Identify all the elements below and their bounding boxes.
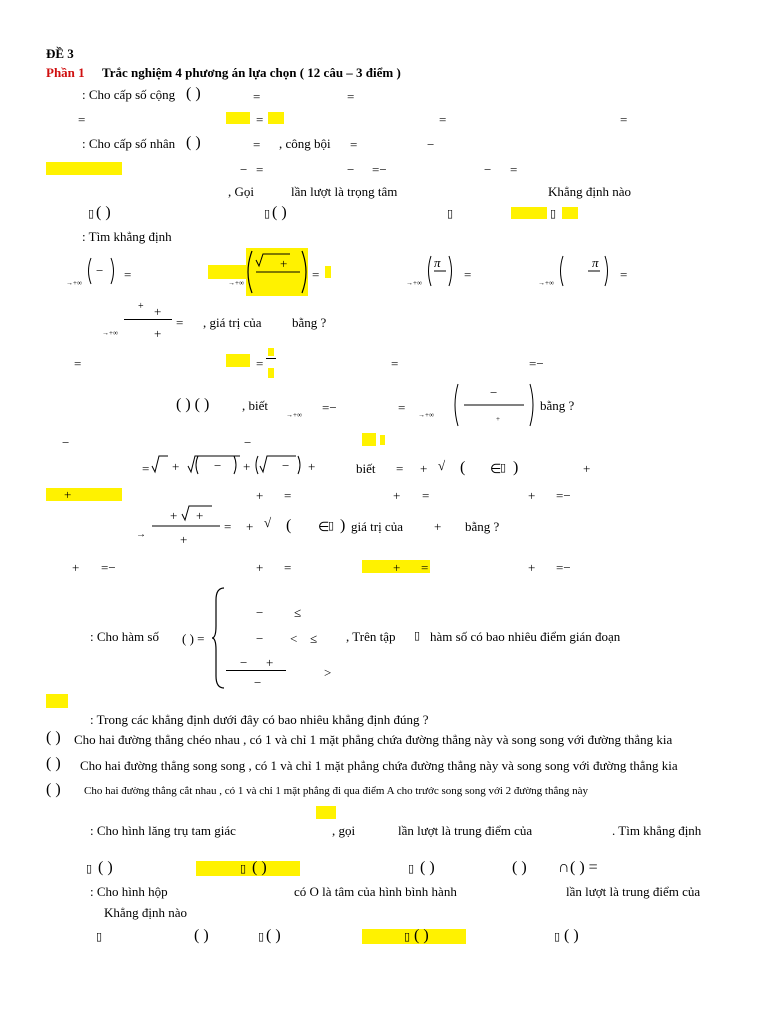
q12-optB-2: ( ): [266, 927, 281, 944]
q9-case3-gt: >: [324, 665, 332, 680]
q12-text1: : Cho hình hộp: [90, 884, 168, 899]
q11-optD-cap: ∩: [558, 859, 570, 876]
q6-lim-b: →+∞: [418, 411, 434, 419]
q8-paren-open: (: [286, 517, 292, 534]
q4-lim-c: →+∞: [406, 279, 422, 287]
q5-text1: , giá trị của: [203, 315, 262, 330]
q9-text3: hàm số có bao nhiêu điểm gián đoạn: [430, 629, 621, 644]
answer-highlight: [46, 694, 68, 708]
q3-text1: , Gọi: [228, 184, 254, 199]
q9-case3-minus2: −: [254, 675, 262, 690]
answer-highlight: [226, 354, 250, 367]
q11-optB: ( ): [252, 859, 267, 876]
q11-text2: , gọi: [332, 823, 356, 838]
q4-lim-d: →+∞: [538, 279, 554, 287]
q9-text2: , Trên tập: [346, 629, 396, 644]
q8-set-symbol: ▯: [328, 519, 335, 532]
q4-plus: +: [280, 256, 288, 271]
q11-text1: : Cho hình lăng trụ tam giác: [90, 823, 236, 838]
q10-statement-2: Cho hai đường thẳng song song , có 1 và chỉ 1 mặt phẳng chứa đường thẳng này và song song với đường thẳng kia: [80, 758, 678, 773]
answer-highlight: [380, 435, 385, 445]
q7-set-symbol: ▯: [500, 461, 507, 474]
q12-optB-1: ( ): [194, 927, 209, 944]
q7-optA-plus: +: [64, 487, 72, 502]
exam-title: ĐỀ 3: [46, 46, 74, 61]
q6-text2: bằng ?: [540, 398, 575, 413]
q1-optA: =: [78, 112, 86, 127]
q12-optB-symbol: ▯: [258, 930, 265, 943]
q3-text3: Khẳng định nào: [548, 184, 632, 199]
q9-set-symbol: ▯: [414, 629, 421, 642]
q11-optD-2: ( ) =: [570, 859, 598, 876]
q8-optB-2: =: [284, 560, 292, 575]
answer-highlight: [268, 348, 274, 356]
answer-highlight: [362, 433, 376, 446]
svg-text:+: +: [196, 508, 204, 523]
q9-case3-minus: −: [240, 655, 248, 670]
q1-eq1: =: [253, 89, 261, 104]
q12-optA-symbol: ▯: [96, 930, 103, 943]
svg-text:+: +: [172, 459, 180, 474]
answer-highlight: [268, 368, 274, 378]
q12-optD-symbol: ▯: [554, 930, 561, 943]
q3-optC-symbol: ▯: [447, 207, 454, 220]
q4-lim-b: →+∞: [228, 279, 244, 287]
q2-optC-1: −: [347, 162, 355, 177]
answer-highlight: [208, 265, 246, 279]
q12-optC-symbol: ▯: [404, 930, 411, 943]
q12-optC: ( ): [414, 927, 429, 944]
q8-optD-2: =−: [556, 560, 571, 575]
q1-optD: =: [620, 112, 628, 127]
q2-ratio-text: , công bội: [279, 136, 331, 151]
q3-text2: lần lượt là trọng tâm: [291, 184, 398, 199]
q8-optC-1: +: [393, 560, 401, 575]
q7-sqrt: √: [438, 458, 446, 473]
svg-text:+: +: [170, 508, 178, 523]
answer-highlight: [226, 112, 250, 124]
q9-text1: : Cho hàm số: [90, 629, 159, 644]
q6-parens: ( ) ( ): [176, 396, 210, 413]
q12-text4: Khẳng định nào: [104, 905, 188, 920]
svg-text:+: +: [308, 459, 316, 474]
q10-s2-paren: ( ): [46, 755, 61, 772]
q10-text: : Trong các khẳng định dưới đây có bao nhiêu khẳng định đúng ?: [90, 712, 429, 727]
q7-optB-1: +: [256, 488, 264, 503]
q2-optD-2: =: [510, 162, 518, 177]
q11-text4: . Tìm khẳng định: [612, 823, 702, 838]
q9-case2-lt: <: [290, 631, 298, 646]
q11-optB-symbol: ▯: [240, 862, 247, 875]
q6-lim-a: →+∞: [286, 411, 302, 419]
q7-expression: [150, 452, 320, 478]
q8-eq: =: [224, 519, 232, 534]
q5-eq: =: [176, 315, 184, 330]
q4-eq-c: =: [464, 267, 472, 282]
q5-lim: →+∞: [102, 329, 118, 337]
q3-optD-symbol: ▯: [550, 207, 557, 220]
q1-paren: ( ): [186, 85, 201, 102]
q8-optA-1: +: [72, 560, 80, 575]
answer-highlight: [268, 112, 284, 124]
q9-case2-le: ≤: [310, 631, 318, 646]
q5-optB-fraction: [266, 358, 276, 359]
q7-text: biết: [356, 461, 376, 476]
q3-optB-symbol: ▯: [264, 207, 271, 220]
q2-text: : Cho cấp số nhân: [82, 136, 176, 151]
q5-plus-2: +: [154, 304, 162, 319]
answer-highlight: [316, 806, 336, 819]
q2-optB-2: =: [256, 162, 264, 177]
q8-arrow: →: [136, 529, 146, 540]
q1-eq2: =: [347, 89, 355, 104]
q4-minus: −: [96, 263, 104, 278]
q5-plus-1: +: [138, 301, 144, 312]
answer-highlight: [196, 861, 300, 876]
q5-plus-3: +: [154, 326, 162, 341]
q4-pi-d: π: [592, 255, 599, 270]
q8-plus2: +: [434, 519, 442, 534]
q2-eq2: =: [350, 137, 358, 152]
q7-optC-1: +: [393, 488, 401, 503]
q2-eq1: =: [253, 137, 261, 152]
q5-text2: bằng ?: [292, 315, 327, 330]
q7-optB-2: =: [284, 488, 292, 503]
svg-text:−: −: [214, 458, 222, 473]
q9-case1-minus: −: [256, 605, 264, 620]
q6-text1: , biết: [242, 398, 268, 413]
q6-plus: +: [496, 415, 500, 423]
q6-minus: −: [490, 385, 498, 400]
q8-text1: giá trị của: [351, 519, 403, 534]
q4-eq-a: =: [124, 267, 132, 282]
part-description: Trắc nghiệm 4 phương án lựa chọn ( 12 câu – 3 điểm ): [102, 65, 401, 80]
q4-pi-c: π: [434, 255, 441, 270]
q2-optC-2: =−: [372, 162, 387, 177]
q9-case1-le: ≤: [294, 605, 302, 620]
answer-highlight: [562, 207, 578, 219]
svg-text:+: +: [243, 459, 251, 474]
q4-lim-a: →+∞: [66, 279, 82, 287]
q5-optC: =: [391, 356, 399, 371]
q4-optB-expression: [246, 248, 310, 296]
q2-paren: ( ): [186, 134, 201, 151]
q7-paren-close: ): [513, 459, 519, 476]
q7-optD-2: =−: [556, 488, 571, 503]
q8-optC-2: =: [421, 560, 429, 575]
q8-optA-2: =−: [101, 560, 116, 575]
q12-text2: có O là tâm của hình bình hành: [294, 884, 457, 899]
q8-text2: bằng ?: [465, 519, 500, 534]
answer-highlight: [46, 488, 122, 501]
q9-fx: ( ) =: [182, 631, 205, 646]
answer-highlight: [511, 207, 547, 219]
q7-optD-1: +: [528, 488, 536, 503]
q6-optB: −: [244, 435, 252, 450]
q2-dash: −: [427, 137, 435, 152]
part-label: Phần 1: [46, 65, 85, 80]
q8-fraction: [150, 504, 222, 548]
q4-eq-b: =: [312, 267, 320, 282]
q7-plus: +: [420, 461, 428, 476]
answer-highlight: [325, 266, 331, 278]
q7-optC-2: =: [422, 488, 430, 503]
q10-s1-paren: ( ): [46, 729, 61, 746]
q6-eqm: =−: [322, 400, 337, 415]
q8-in: ∈: [318, 519, 330, 534]
q7-in: ∈: [490, 461, 502, 476]
q5-fraction-bar: [124, 319, 172, 320]
q11-optA: ( ): [98, 859, 113, 876]
q5-optB: =: [256, 356, 264, 371]
q11-optD-1: ( ): [512, 859, 527, 876]
q5-optD: =−: [529, 356, 544, 371]
q12-text3: lần lượt là trung điểm của: [566, 884, 701, 899]
q8-plus: +: [246, 519, 254, 534]
q4-bracket-d: [558, 254, 610, 288]
q5-optA: =: [74, 356, 82, 371]
q6-eq: =: [398, 400, 406, 415]
q10-s3-paren: ( ): [46, 781, 61, 798]
q3-optA-symbol: ▯: [88, 207, 95, 220]
q9-piecewise-brace: [212, 586, 226, 690]
q11-optA-symbol: ▯: [86, 862, 93, 875]
svg-text:−: −: [282, 458, 290, 473]
q11-optC-symbol: ▯: [408, 862, 415, 875]
q3-optA: ( ): [96, 204, 111, 221]
q1-optC: =: [439, 112, 447, 127]
q12-optD: ( ): [564, 927, 579, 944]
svg-text:+: +: [180, 532, 188, 547]
q2-optB-1: −: [240, 162, 248, 177]
q8-optB-1: +: [256, 560, 264, 575]
q8-sqrt: √: [264, 515, 272, 530]
q8-optD-1: +: [528, 560, 536, 575]
q1-optB: =: [256, 112, 264, 127]
q4-eq-d: =: [620, 267, 628, 282]
q10-statement-3: Cho hai đường thẳng cắt nhau , có 1 và chỉ 1 mặt phẳng đi qua điểm A cho trước song song với 2 đường thẳng này: [84, 785, 588, 797]
q7-paren-open: (: [460, 459, 466, 476]
q6-optA: −: [62, 435, 70, 450]
q9-case2-minus: −: [256, 631, 264, 646]
q11-optC: ( ): [420, 859, 435, 876]
q2-optD-1: −: [484, 162, 492, 177]
q10-statement-1: Cho hai đường thẳng chéo nhau , có 1 và chỉ 1 mặt phẳng chứa đường thẳng này và song song với đường thẳng kia: [74, 732, 673, 747]
q7-tail-plus: +: [583, 461, 591, 476]
q9-case3-plus: +: [266, 655, 274, 670]
q7-eq: =: [142, 461, 150, 476]
q11-text3: lần lượt là trung điểm của: [398, 823, 533, 838]
q4-text: : Tìm khẳng định: [82, 229, 172, 244]
q1-text: : Cho cấp số cộng: [82, 87, 176, 102]
q9-case3-fraction: [226, 670, 286, 671]
q8-paren-close: ): [340, 517, 346, 534]
q3-optB: ( ): [272, 204, 287, 221]
answer-highlight: [46, 162, 122, 175]
q7-eq2: =: [396, 461, 404, 476]
